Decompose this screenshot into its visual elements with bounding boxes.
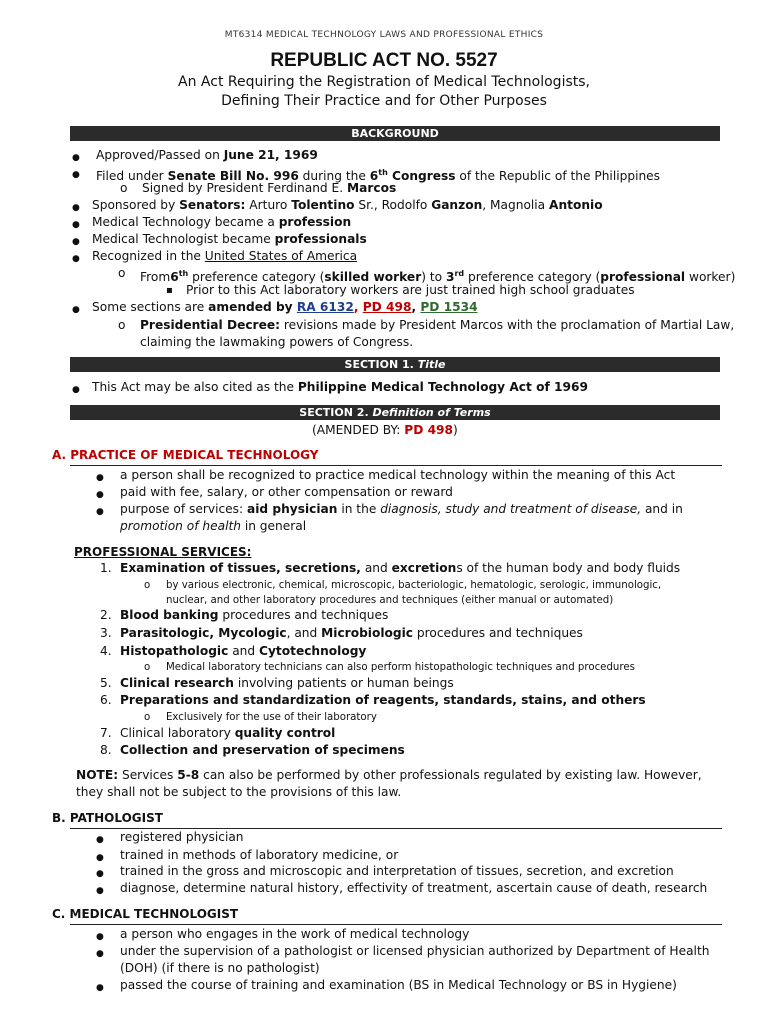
service-1-detail-2: nuclear, and other laboratory procedures and techniques (either manual or automated) [166,595,614,606]
service-4: Histopathologic and Cytotechnology [120,644,367,658]
bullet-icon: ● [72,220,80,230]
service-number-7: 7. [100,726,112,740]
bullet-icon: ● [72,254,80,264]
service-1: Examination of tissues, secretions, and excretions of the human body and body fluids [120,561,681,575]
service-2: Blood banking procedures and techniques [120,608,389,622]
note-line-2: they shall not be subject to the provisions of this law. [76,785,402,799]
part-a-bullet-3: purpose of services: aid physician in the diagnosis, study and treatment of disease, and in [120,502,683,516]
service-number-3: 3. [100,626,112,640]
bullet-icon: ● [96,853,104,863]
act-subtitle-line-1: An Act Requiring the Registration of Medical Technologists, [178,74,590,90]
circle-bullet-icon: o [144,712,151,723]
service-number-8: 8. [100,743,112,757]
service-6-detail: Exclusively for the use of their laboratory [166,712,377,723]
part-a-bullet-3-cont: promotion of health in general [120,519,307,533]
service-5: Clinical research involving patients or human beings [120,676,454,690]
amended-by-note: (AMENDED BY: PD 498) [312,423,458,437]
service-number-5: 5. [100,676,112,690]
part-b-bullet-1: registered physician [120,830,244,844]
background-filed: Filed under Senate Bill No. 996 during the 6th Congress of the Republic of the Philippines [96,168,661,184]
bullet-icon: ● [96,983,104,993]
link-ra-6132[interactable]: RA 6132 [296,300,354,314]
bullet-icon: ● [96,507,104,517]
note-line-1: NOTE: Services 5-8 can also be performed by other professionals regulated by existing law. However, [76,768,702,782]
bullet-icon: ● [72,203,80,213]
link-pd-1534[interactable]: PD 1534 [420,300,478,314]
bullet-icon: ● [72,385,80,395]
service-6: Preparations and standardization of reagents, standards, stains, and others [120,693,646,707]
part-c-bullet-2-cont: (DOH) (if there is no pathologist) [120,961,320,975]
service-7: Clinical laboratory quality control [120,726,336,740]
background-signed: Signed by President Ferdinand E. Marcos [142,181,397,195]
part-c-bullet-1: a person who engages in the work of medical technology [120,927,470,941]
circle-bullet-icon: o [144,580,151,591]
part-b-heading: B. PATHOLOGIST [52,811,163,825]
act-title: REPUBLIC ACT NO. 5527 [270,50,498,71]
background-lawmaking: claiming the lawmaking powers of Congress. [140,335,414,349]
background-preference: From6th preference category (skilled worker) to 3rd preference category (professional worker) [140,269,736,285]
part-c-bullet-3: passed the course of training and examination (BS in Medical Technology or BS in Hygiene) [120,978,677,992]
background-profession: Medical Technology became a profession [92,215,352,229]
background-sponsored: Sponsored by Senators: Arturo Tolentino Sr., Rodolfo Ganzon, Magnolia Antonio [92,198,603,212]
professional-services-heading: PROFESSIONAL SERVICES: [74,545,252,559]
part-a-bullet-1: a person shall be recognized to practice medical technology within the meaning of this Act [120,468,676,482]
background-approved: Approved/Passed on June 21, 1969 [96,148,318,162]
bullet-icon: ● [72,153,80,163]
service-4-detail: Medical laboratory technicians can also perform histopathologic techniques and procedures [166,662,635,673]
section-1-cited: This Act may be also cited as the Philippine Medical Technology Act of 1969 [92,380,588,394]
background-amended: Some sections are amended by RA 6132, PD 498, PD 1534 [92,300,478,314]
background-section-bar: BACKGROUND [70,126,720,141]
bullet-icon: ● [96,932,104,942]
square-bullet-icon: ▪ [166,285,173,296]
bullet-icon: ● [96,490,104,500]
part-a-divider [70,465,722,466]
part-c-divider [70,924,722,925]
service-number-6: 6. [100,693,112,707]
link-pd-498[interactable]: PD 498 [362,300,412,314]
bullet-icon: ● [96,835,104,845]
service-3: Parasitologic, Mycologic, and Microbiologic procedures and techniques [120,626,583,640]
part-b-divider [70,828,722,829]
background-prior: Prior to this Act laboratory workers are just trained high school graduates [186,283,635,297]
circle-bullet-icon: o [118,266,126,280]
bullet-icon: ● [96,886,104,896]
section-2-bar: SECTION 2. Definition of Terms [70,405,720,420]
bullet-icon: ● [72,170,80,180]
circle-bullet-icon: o [120,181,128,195]
section-1-bar: SECTION 1. Title [70,357,720,372]
service-1-detail-1: by various electronic, chemical, microscopic, bacteriologic, hematologic, serologic, immunologic, [166,580,662,591]
bullet-icon: ● [96,869,104,879]
part-a-heading: A. PRACTICE OF MEDICAL TECHNOLOGY [52,448,319,462]
service-number-2: 2. [100,608,112,622]
background-professionals: Medical Technologist became professionals [92,232,367,246]
part-b-bullet-2: trained in methods of laboratory medicine, or [120,848,399,862]
circle-bullet-icon: o [144,662,151,673]
bullet-icon: ● [96,949,104,959]
background-presidential-decree: Presidential Decree: revisions made by President Marcos with the proclamation of Martial Law, [140,318,735,332]
service-number-1: 1. [100,561,112,575]
act-subtitle-line-2: Defining Their Practice and for Other Purposes [221,93,547,109]
service-number-4: 4. [100,644,112,658]
bullet-icon: ● [72,305,80,315]
part-a-bullet-2: paid with fee, salary, or other compensation or reward [120,485,453,499]
part-b-bullet-3: trained in the gross and microscopic and interpretation of tissues, secretion, and excretion [120,864,674,878]
bullet-icon: ● [96,473,104,483]
part-c-heading: C. MEDICAL TECHNOLOGIST [52,907,239,921]
part-c-bullet-2: under the supervision of a pathologist or licensed physician authorized by Department of Health [120,944,710,958]
course-header: MT6314 MEDICAL TECHNOLOGY LAWS AND PROFESSIONAL ETHICS [224,30,544,40]
circle-bullet-icon: o [118,318,126,332]
part-b-bullet-4: diagnose, determine natural history, effectivity of treatment, ascertain cause of death, research [120,881,708,895]
bullet-icon: ● [72,237,80,247]
background-recognized: Recognized in the United States of America [92,249,358,263]
service-8: Collection and preservation of specimens [120,743,405,757]
